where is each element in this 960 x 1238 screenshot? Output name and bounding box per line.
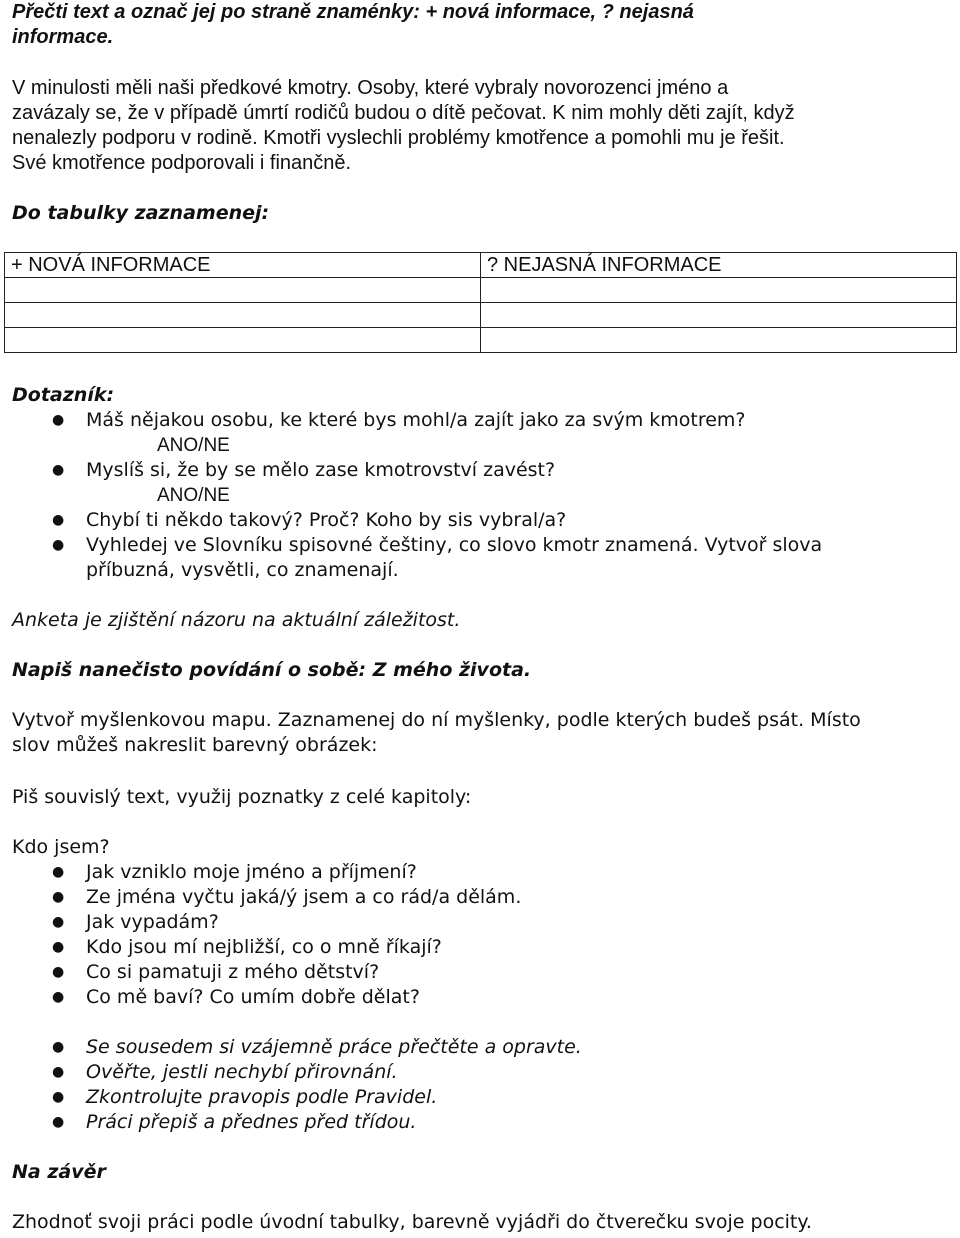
paragraph-line: nenalezly podporu v rodině. Kmotři vyslechli problémy kmotřence a pomohli mu je řešit. (12, 127, 785, 149)
mindmap-instruction: slov můžeš nakreslit barevný obrázek: (12, 734, 378, 756)
questionnaire-item: Chybí ti někdo takový? Proč? Koho by sis vybral/a? (86, 509, 567, 531)
table-cell-new[interactable] (5, 303, 481, 328)
answer-option[interactable]: ANO/NE (157, 485, 230, 506)
writing-question: Jak vypadám? (86, 911, 219, 933)
writing-question: Co mě baví? Co umím dobře dělat? (86, 986, 420, 1008)
conclusion-text: Zhodnoť svoji práci podle úvodní tabulky, barevně vyjádři do čtverečku svoje pocity. (12, 1211, 812, 1233)
table-row (5, 328, 957, 353)
questionnaire-title: Dotazník: (12, 384, 115, 406)
table-row (5, 303, 957, 328)
instruction-title-cont: informace. (12, 26, 114, 48)
writing-step: Se sousedem si vzájemně práce přečtěte a opravte. (86, 1036, 582, 1058)
writing-title: Napiš nanečisto povídání o sobě: Z mého života. (12, 659, 532, 681)
writing-step: Zkontrolujte pravopis podle Pravidel. (86, 1086, 438, 1108)
bullet-icon: ● (52, 914, 65, 930)
writing-step: Práci přepiš a přednes před třídou. (86, 1111, 417, 1133)
bullet-icon: ● (52, 939, 65, 955)
bullet-icon: ● (52, 462, 65, 478)
questionnaire-item: Máš nějakou osobu, ke které bys mohl/a zajít jako za svým kmotrem? (86, 409, 746, 431)
writing-question: Co si pamatuji z mého dětství? (86, 961, 380, 983)
who-am-i: Kdo jsem? (12, 836, 110, 858)
table-heading: Do tabulky zaznamenej: (12, 202, 270, 224)
bullet-icon: ● (52, 512, 65, 528)
bullet-icon: ● (52, 537, 65, 553)
bullet-icon: ● (52, 964, 65, 980)
table-cell-new[interactable] (5, 278, 481, 303)
header-new-info: + NOVÁ INFORMACE (5, 253, 481, 278)
table-header-row (5, 253, 957, 278)
paragraph-line: Své kmotřence podporovali i finančně. (12, 152, 352, 174)
table-row (5, 278, 957, 303)
bullet-icon: ● (52, 1039, 65, 1055)
questionnaire-item: Vyhledej ve Slovníku spisovné češtiny, co slovo kmotr znamená. Vytvoř slova (86, 534, 823, 556)
writing-question: Kdo jsou mí nejbližší, co o mně říkají? (86, 936, 442, 958)
table-cell-unclear[interactable] (481, 278, 957, 303)
mindmap-instruction: Vytvoř myšlenkovou mapu. Zaznamenej do ní myšlenky, podle kterých budeš psát. Místo (12, 709, 861, 731)
questionnaire-item-cont: příbuzná, vysvětli, co znamenají. (86, 559, 399, 581)
bullet-icon: ● (52, 1089, 65, 1105)
bullet-icon: ● (52, 989, 65, 1005)
header-unclear-info: ? NEJASNÁ INFORMACE (481, 253, 957, 278)
writing-question: Ze jména vyčtu jaká/ý jsem a co rád/a dělám. (86, 886, 522, 908)
paragraph-line: zavázaly se, že v případě úmrtí rodičů budou o dítě pečovat. K nim mohly děti zajít, když (12, 102, 795, 124)
continuous-text-instruction: Piš souvislý text, využij poznatky z celé kapitoly: (12, 786, 472, 808)
paragraph-line: V minulosti měli naši předkové kmotry. Osoby, které vybraly novorozenci jméno a (12, 77, 729, 99)
conclusion-title: Na závěr (12, 1161, 106, 1183)
table-cell-new[interactable] (5, 328, 481, 353)
table-cell-unclear[interactable] (481, 303, 957, 328)
questionnaire-item: Myslíš si, že by se mělo zase kmotrovství zavést? (86, 459, 556, 481)
table-cell-unclear[interactable] (481, 328, 957, 353)
bullet-icon: ● (52, 889, 65, 905)
bullet-icon: ● (52, 864, 65, 880)
answer-option[interactable]: ANO/NE (157, 435, 230, 456)
info-table (4, 252, 957, 353)
instruction-title: Přečti text a označ jej po straně znaménky: + nová informace, ? nejasná (12, 1, 694, 23)
writing-question: Jak vzniklo moje jméno a příjmení? (86, 861, 417, 883)
bullet-icon: ● (52, 1114, 65, 1130)
bullet-icon: ● (52, 1064, 65, 1080)
writing-step: Ověřte, jestli nechybí přirovnání. (86, 1061, 398, 1083)
anketa-note: Anketa je zjištění názoru na aktuální záležitost. (12, 609, 461, 631)
bullet-icon: ● (52, 412, 65, 428)
